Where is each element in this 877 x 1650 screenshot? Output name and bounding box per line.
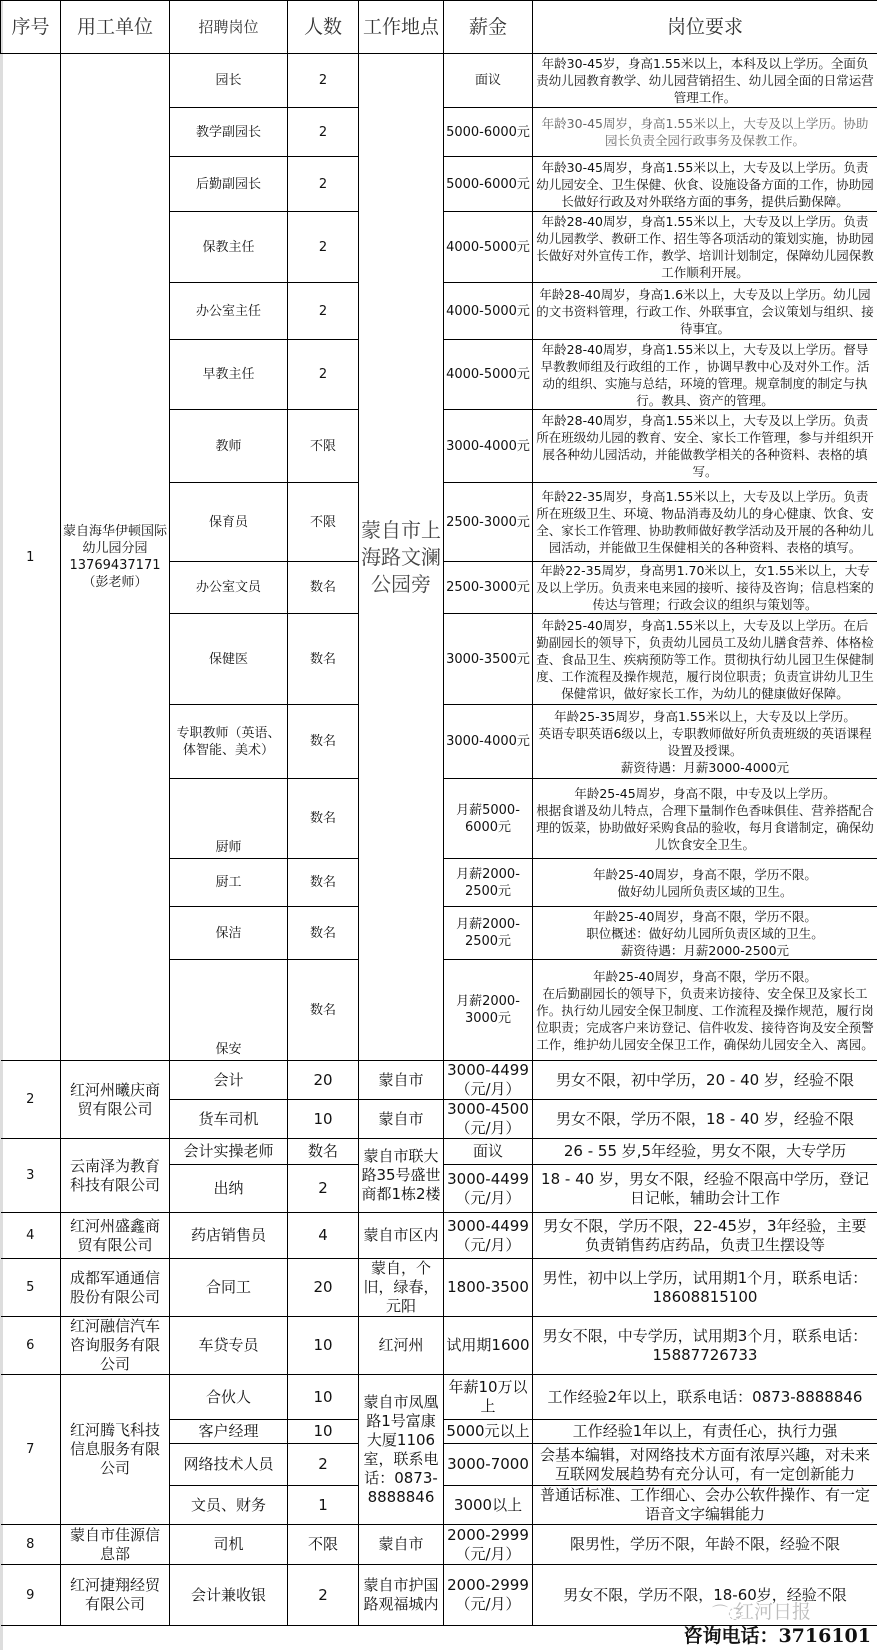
salary: 1800-3500	[444, 1259, 533, 1317]
salary: 3000-4000元	[444, 705, 533, 779]
requirements: 年龄22-35周岁，身高男1.70米以上，女1.55米以上，大专及以上学历。负责来电来园的接听、接待及咨询；信息档案的传达与管理；行政会议的组织与策划等。	[533, 562, 877, 614]
headcount: 2	[288, 340, 359, 410]
headcount: 数名	[288, 1139, 359, 1165]
company-name: 蒙自海华伊顿国际幼儿园分园13769437171（彭老师）	[61, 54, 170, 1061]
position-title: 园长	[170, 54, 288, 108]
row-number: 8	[1, 1525, 61, 1565]
position-title: 教师	[170, 410, 288, 483]
salary: 3000-4000元	[444, 410, 533, 483]
row-number: 9	[1, 1565, 61, 1626]
work-location: 蒙自市区内	[359, 1213, 444, 1259]
salary: 2000-2999（元/月）	[444, 1525, 533, 1565]
headcount: 数名	[288, 859, 359, 907]
headcount: 2	[288, 1165, 359, 1213]
requirements: 年龄28-40周岁，身高1.6米以上，大专及以上学历。幼儿园的文书资料管理，行政工作、外联事宜，会议策划与组织、接待事宜。	[533, 283, 877, 340]
headcount: 10	[288, 1317, 359, 1375]
headcount: 不限	[288, 1525, 359, 1565]
requirements: 年龄30-45岁，身高1.55米以上，本科及以上学历。全面负责幼儿园教育教学、幼儿园营销招生、幼儿园全面的日常运营管理工作。	[533, 54, 877, 108]
requirements: 男性，初中以上学历，试用期1个月，联系电话：18608815100	[533, 1259, 877, 1317]
table-row	[1, 1061, 877, 1100]
position-title: 厨师	[170, 779, 288, 859]
work-location: 蒙自，个旧，绿春，元阳	[359, 1259, 444, 1317]
position-title: 教学副园长	[170, 108, 288, 157]
headcount: 数名	[288, 614, 359, 705]
requirements: 年龄30-45周岁，身高1.55米以上，大专及以上学历。负责幼儿园安全、卫生保健、伙食、设施设备方面的工作，协助园长做好行政及对外联络方面的事务，提供后勤保障。	[533, 157, 877, 212]
salary: 面议	[444, 1139, 533, 1165]
header-position: 招聘岗位	[170, 1, 288, 54]
company-name: 云南泽为教育科技有限公司	[61, 1139, 170, 1213]
company-name: 蒙自市佳源信息部	[61, 1525, 170, 1565]
salary: 5000-6000元	[444, 157, 533, 212]
position-title: 保教主任	[170, 212, 288, 283]
salary: 3000-7000	[444, 1444, 533, 1486]
requirements: 年龄28-40周岁，身高1.55米以上，大专及以上学历。负责所在班级幼儿园的教育、安全、家长工作管理，参与并组织开展各种幼儿园活动，并能做教学相关的各种资料、表格的填写。	[533, 410, 877, 483]
position-title: 合同工	[170, 1259, 288, 1317]
requirements: 年龄25-40周岁，身高不限，学历不限。 在后勤副园长的领导下，负责来访接待、安全保卫及家长工作。执行幼儿园安全保卫制度、工作流程及操作规范，履行岗位职责；完成客户来访登记、信件收发、接待咨询及安全预警工作，维护幼儿园安全保卫工作，确保幼儿园安全入、离园。	[533, 960, 877, 1061]
requirements: 男女不限，学历不限，18 - 40 岁，经验不限	[533, 1100, 877, 1139]
work-location: 蒙自市	[359, 1100, 444, 1139]
salary: 月薪2000-3000元	[444, 960, 533, 1061]
headcount: 10	[288, 1420, 359, 1444]
salary: 3000以上	[444, 1486, 533, 1525]
position-title: 保育员	[170, 483, 288, 562]
salary: 3000-3500元	[444, 614, 533, 705]
watermark: 红河日报	[735, 1601, 812, 1623]
position-title: 保洁	[170, 907, 288, 960]
position-title: 网络技术人员	[170, 1444, 288, 1486]
company-name: 红河腾飞科技信息服务有限公司	[61, 1375, 170, 1525]
requirements: 男女不限，初中学历，20 - 40 岁，经验不限	[533, 1061, 877, 1100]
salary: 月薪2000-2500元	[444, 907, 533, 960]
salary: 2000-2999（元/月）	[444, 1565, 533, 1626]
salary: 3000-4499（元/月）	[444, 1061, 533, 1100]
header-location: 工作地点	[359, 1, 444, 54]
table-row	[1, 1375, 877, 1420]
requirements: 年龄25-40周岁，身高不限，学历不限。 做好幼儿园所负责区域的卫生。	[533, 859, 877, 907]
work-location: 蒙自市凤凰路1号富康大厦1106室，联系电话：0873-8888846	[359, 1375, 444, 1525]
position-title: 药店销售员	[170, 1213, 288, 1259]
header-no: 序号	[1, 1, 61, 54]
company-name: 红河融信汽车咨询服务有限公司	[61, 1317, 170, 1375]
position-title: 厨工	[170, 859, 288, 907]
requirements: 年龄22-35周岁，身高1.55米以上，大专及以上学历。负责所在班级卫生、环境、物品消毒及幼儿的身心健康、饮食、安全、家长工作管理、协助教师做好教学活动及开展的各种幼儿园活动，并能做卫生保健相关的各种资料、表格的填写。	[533, 483, 877, 562]
position-title: 出纳	[170, 1165, 288, 1213]
requirements: 年龄30-45周岁，身高1.55米以上，大专及以上学历。协助园长负责全园行政事务及保教工作。	[533, 108, 877, 157]
work-location: 蒙自市	[359, 1061, 444, 1100]
headcount: 1	[288, 1486, 359, 1525]
table-row	[1, 1139, 877, 1165]
header-requirements: 岗位要求	[533, 1, 877, 54]
salary: 5000-6000元	[444, 108, 533, 157]
headcount: 不限	[288, 410, 359, 483]
headcount: 10	[288, 1100, 359, 1139]
table-row	[1, 1525, 877, 1565]
requirements: 26 - 55 岁,5年经验，男女不限，大专学历	[533, 1139, 877, 1165]
position-title: 后勤副园长	[170, 157, 288, 212]
position-title: 货车司机	[170, 1100, 288, 1139]
position-title: 合伙人	[170, 1375, 288, 1420]
salary: 月薪5000-6000元	[444, 779, 533, 859]
table-row	[1, 54, 877, 108]
salary: 3000-4499（元/月）	[444, 1213, 533, 1259]
row-number: 4	[1, 1213, 61, 1259]
headcount: 数名	[288, 960, 359, 1061]
salary: 4000-5000元	[444, 283, 533, 340]
row-number: 2	[1, 1061, 61, 1139]
salary: 2500-3000元	[444, 562, 533, 614]
company-name: 红河州盛鑫商贸有限公司	[61, 1213, 170, 1259]
salary: 4000-5000元	[444, 212, 533, 283]
requirements: 年龄28-40周岁，身高1.55米以上，大专及以上学历。负责幼儿园教学、教研工作、招生等各项活动的策划实施，协助园长做好对外宣传工作，教学、培训计划制定，保障幼儿园保教工作顺利开展。	[533, 212, 877, 283]
headcount: 2	[288, 1444, 359, 1486]
requirements: 会基本编辑，对网络技术方面有浓厚兴趣，对未来互联网发展趋势有充分认可，有一定创新能力	[533, 1444, 877, 1486]
row-number: 1	[1, 54, 61, 1061]
requirements: 工作经验2年以上，联系电话：0873-8888846	[533, 1375, 877, 1420]
salary: 4000-5000元	[444, 340, 533, 410]
header-salary: 薪金	[444, 1, 533, 54]
headcount: 10	[288, 1375, 359, 1420]
salary: 3000-4499（元/月）	[444, 1165, 533, 1213]
requirements: 18 - 40 岁，男女不限，经验不限高中学历，登记日记帐，辅助会计工作	[533, 1165, 877, 1213]
headcount: 数名	[288, 779, 359, 859]
header-company: 用工单位	[61, 1, 170, 54]
headcount: 数名	[288, 907, 359, 960]
headcount: 20	[288, 1061, 359, 1100]
headcount: 4	[288, 1213, 359, 1259]
requirements: 限男性，学历不限，年龄不限，经验不限	[533, 1525, 877, 1565]
row-number: 5	[1, 1259, 61, 1317]
row-number: 3	[1, 1139, 61, 1213]
row-number: 7	[1, 1375, 61, 1525]
requirements: 男女不限，学历不限，18-60岁，经验不限	[533, 1565, 877, 1626]
work-location: 蒙自市联大路35号盛世商都1栋2楼	[359, 1139, 444, 1213]
requirements: 男女不限，学历不限，22-45岁，3年经验，主要负责销售药店药品，负责卫生摆设等	[533, 1213, 877, 1259]
headcount: 2	[288, 54, 359, 108]
headcount: 不限	[288, 483, 359, 562]
work-location: 蒙自市上海路文澜公园旁	[359, 54, 444, 1061]
position-title: 会计实操老师	[170, 1139, 288, 1165]
table-row	[1, 1317, 877, 1375]
requirements: 普通话标准、工作细心、会办公软件操作、有一定语音文字编辑能力	[533, 1486, 877, 1525]
company-name: 红河州曦庆商贸有限公司	[61, 1061, 170, 1139]
work-location: 蒙自市护国路观福城内	[359, 1565, 444, 1626]
headcount: 20	[288, 1259, 359, 1317]
company-name: 红河捷翔经贸有限公司	[61, 1565, 170, 1626]
position-title: 文员、财务	[170, 1486, 288, 1525]
salary: 面议	[444, 54, 533, 108]
position-title: 办公室主任	[170, 283, 288, 340]
headcount: 2	[288, 1565, 359, 1626]
header-count: 人数	[288, 1, 359, 54]
salary: 2500-3000元	[444, 483, 533, 562]
headcount: 2	[288, 212, 359, 283]
position-title: 专职教师（英语、体智能、美术）	[170, 705, 288, 779]
table-row	[1, 1259, 877, 1317]
requirements: 年龄25-40周岁，身高不限，学历不限。 职位概述：做好幼儿园所负责区域的卫生。 薪资待遇：月薪2000-2500元	[533, 907, 877, 960]
position-title: 保健医	[170, 614, 288, 705]
position-title: 客户经理	[170, 1420, 288, 1444]
position-title: 会计兼收银	[170, 1565, 288, 1626]
position-title: 办公室文员	[170, 562, 288, 614]
requirements: 男女不限，中专学历，试用期3个月，联系电话：15887726733	[533, 1317, 877, 1375]
headcount: 2	[288, 157, 359, 212]
position-title: 车贷专员	[170, 1317, 288, 1375]
position-title: 司机	[170, 1525, 288, 1565]
position-title: 早教主任	[170, 340, 288, 410]
requirements: 年龄25-35周岁，身高1.55米以上，大专及以上学历。 英语专职英语6级以上，专职教师做好所负责班级的英语课程设置及授课。 薪资待遇：月薪3000-4000元	[533, 705, 877, 779]
headcount: 数名	[288, 705, 359, 779]
position-title: 会计	[170, 1061, 288, 1100]
requirements: 年龄28-40周岁，身高1.55米以上，大专及以上学历。督导早教教师组及行政组的工作 ，协调早教中心及对外工作。活动的组织、实施与总结，环境的管理。规章制度的制定与执行。教具、资产的管理。	[533, 340, 877, 410]
headcount: 数名	[288, 562, 359, 614]
header-row	[1, 1, 877, 54]
headcount: 2	[288, 283, 359, 340]
headcount: 2	[288, 108, 359, 157]
salary: 试用期1600	[444, 1317, 533, 1375]
salary: 5000元以上	[444, 1420, 533, 1444]
salary: 年薪10万以上	[444, 1375, 533, 1420]
salary: 3000-4500（元/月）	[444, 1100, 533, 1139]
table-row	[1, 1213, 877, 1259]
work-location: 红河州	[359, 1317, 444, 1375]
row-number: 6	[1, 1317, 61, 1375]
requirements: 年龄25-45周岁，身高不限，中专及以上学历。 根据食谱及幼儿特点，合理下量制作色香味俱佳、营养搭配合理的饭菜，协助做好采购食品的验收，每月食谱制定，确保幼儿饮食安全卫生。	[533, 779, 877, 859]
company-name: 成都军通通信股份有限公司	[61, 1259, 170, 1317]
requirements: 工作经验1年以上，有责任心，执行力强	[533, 1420, 877, 1444]
position-title: 保安	[170, 960, 288, 1061]
work-location: 蒙自市	[359, 1525, 444, 1565]
wechat-icon: ⌒◌	[712, 1603, 742, 1622]
hotline: 咨询电话：3716101	[683, 1625, 871, 1647]
salary: 月薪2000-2500元	[444, 859, 533, 907]
requirements: 年龄25-40周岁，身高1.55米以上，大专及以上学历。在后勤副园长的领导下，负责幼儿园员工及幼儿膳食营养、体格检查、食品卫生、疾病预防等工作。贯彻执行幼儿园卫生保健制度、工作流程及操作规范，履行岗位职责；负责宣讲幼儿卫生保健常识，做好家长工作，为幼儿的健康做好保障。	[533, 614, 877, 705]
